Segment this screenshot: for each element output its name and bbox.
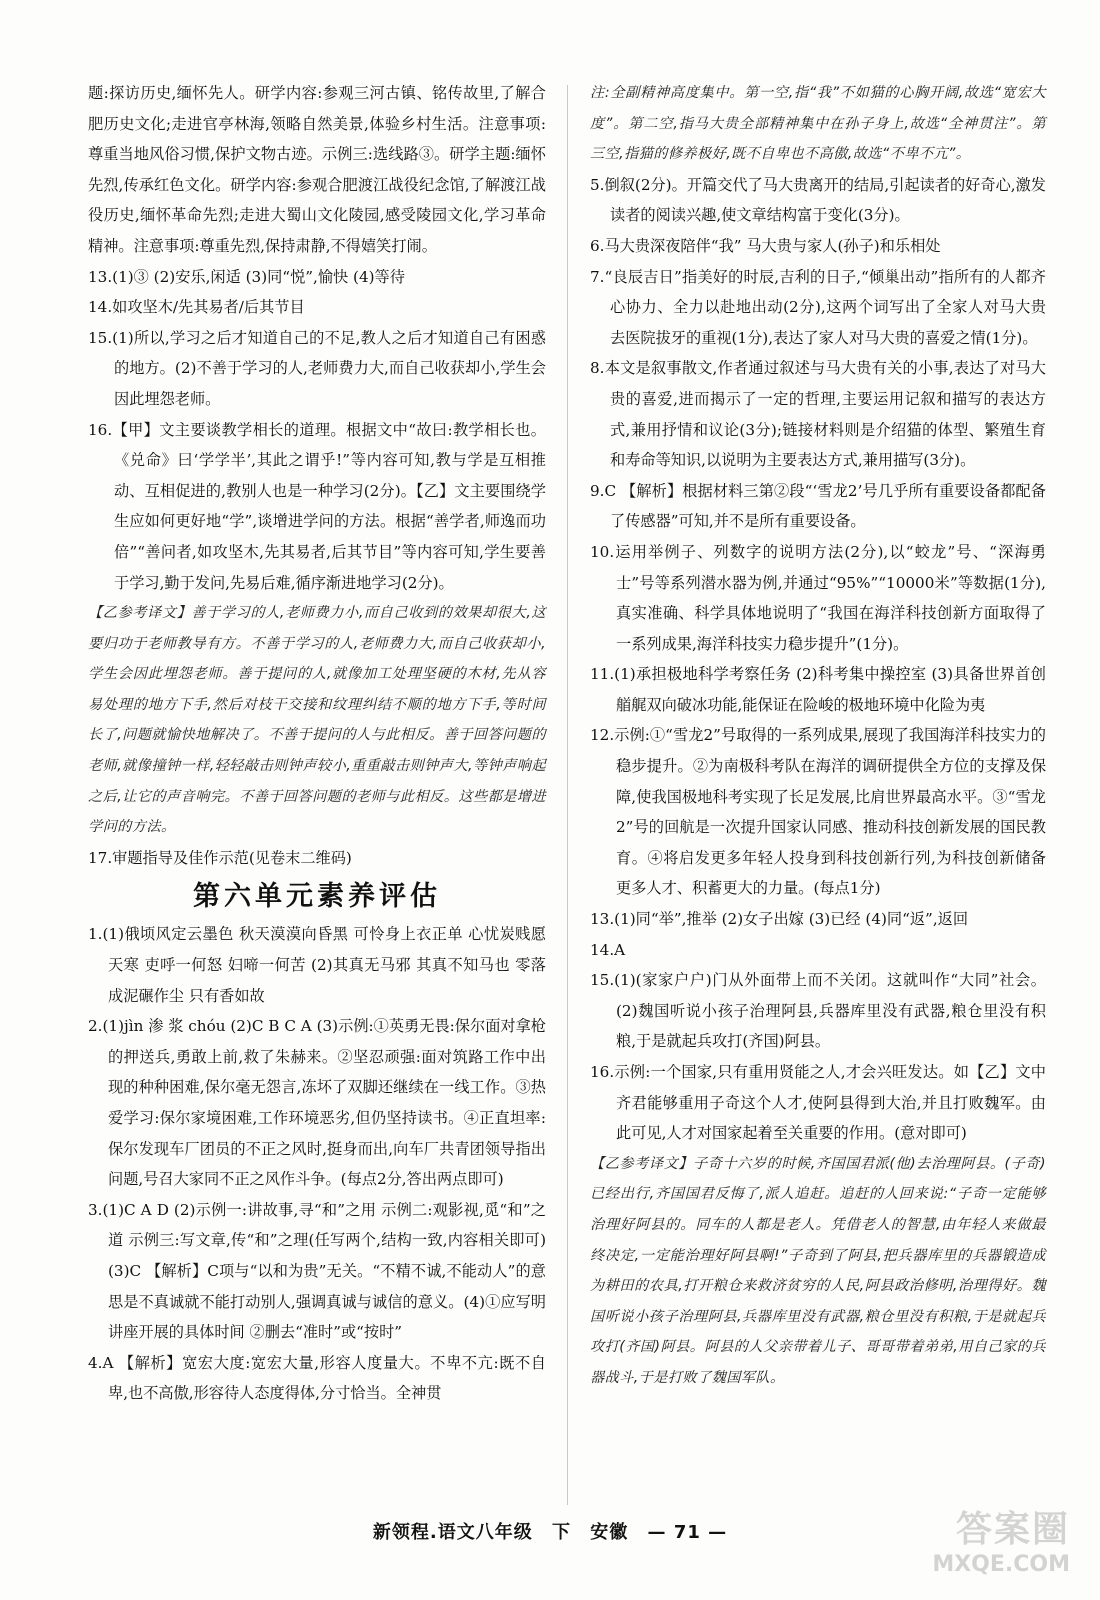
unit6-answer-3: 3.(1)C A D (2)示例一:讲故事,寻“和”之用 示例二:观影视,觅“和”之道 示例三:写文章,传“和”之理(任写两个,结构一致,内容相关即可) (3)C 【解析】C项与“以和为贵”无关。“不精不诚,不能动人”的意思是不真诚就不能打动别人,强调真诚与诚信的意义。(4)①应写明讲座开展的具体时间 ②删去“准时”或“按时” xyxy=(88,1200,546,1342)
answer-15: 15.(1)所以,学习之后才知道自己的不足,教人之后才知道自己有困惑的地方。(2)不善于学习的人,老师费力大,而自己收获却小,学生会因此埋怨老师。 xyxy=(88,328,546,408)
footer-term: 下 xyxy=(551,1522,571,1543)
unit6-answer-2: 2.(1)jìn 渗 浆 chóu (2)C B C A (3)示例:①英勇无畏:保尔面对拿枪的押送兵,勇敢上前,救了朱赫来。②坚忍顽强:面对筑路工作中出现的种种困难,保尔毫无怨言,冻坏了双脚还继续在一线工作。③热爱学习:保尔家境困难,工作环境恶劣,但仍坚持读书。④正直坦率:保尔发现车厂团员的不正之风时,挺身而出,向车厂共青团领导指出问题,号召大家同不正之风作斗争。(每点2分,答出两点即可) xyxy=(88,1017,546,1189)
unit6-answer-12: 12.示例:①“雪龙2”号取得的一系列成果,展现了我国海洋科技实力的稳步提升。②为南极科考队在海洋的调研提供全方位的支撑及保障,使我国极地科考实现了长足发展,比肩世界最高水平。③“雪龙2”号的回航是一次提升国家认同感、推动科技创新发展的国民教育。④将启发更多年轻人投身到科技创新行列,为科技创新储备更多人才、积蓄更大的力量。(每点1分) xyxy=(590,726,1046,898)
watermark-en-text: MXQE.COM xyxy=(932,1552,1070,1577)
site-watermark xyxy=(920,1508,1070,1586)
unit6-answer-6: 6.马大贵深夜陪伴“我” 马大贵与家人(孙子)和乐相处 xyxy=(590,236,941,255)
answer-16: 16.【甲】文主要谈教学相长的道理。根据文中“故曰:教学相长也。《兑命》曰‘学学半’,其此之谓乎!”等内容可知,教与学是互相推动、互相促进的,教别人也是一种学习(2分)。【乙】文主要围绕学生应如何更好地“学”,谈增进学问的方法。根据“善学者,师逸而功倍”“善问者,如攻坚木,先其易者,后其节目”等内容可知,学生要善于学习,勤于发问,先易后难,循序渐进地学习(2分)。 xyxy=(88,420,546,592)
unit6-answer-8: 8.本文是叙事散文,作者通过叙述与马大贵有关的小事,表达了对马大贵的喜爱,进而揭示了一定的哲理,主要运用记叙和描写的表达方式,兼用抒情和议论(3分);链接材料则是介绍猫的体型、繁殖生育和寿命等知识,以说明为主要表达方式,兼用描写(3分)。 xyxy=(590,359,1046,470)
left-column xyxy=(88,78,546,1409)
translation-yi-left: 【乙参考译文】善于学习的人,老师费力小,而自己收到的效果却很大,这要归功于老师教导有方。不善于学习的人,老师费力大,而自己收获却小,学生会因此埋怨老师。善于提问的人,就像加工处理坚硬的木材,先从容易处理的地方下手,然后对枝干交接和纹理纠结不顺的地方下手,等时间长了,问题就愉快地解决了。不善于提问的人与此相反。善于回答问题的老师,就像撞钟一样,轻轻敲击则钟声较小,重重敲击则钟声大,等钟声响起之后,让它的声音响完。不善于回答问题的老师与此相反。这些都是增进学问的方法。 xyxy=(88,605,546,836)
answer-12-continued: 题:探访历史,缅怀先人。研学内容:参观三河古镇、铭传故里,了解合肥历史文化;走进官亭林海,领略自然美景,体验乡村生活。注意事项:尊重当地风俗习惯,保护文物古迹。示例三:选线路③。研学主题:缅怀先烈,传承红色文化。研学内容:参观合肥渡江战役纪念馆,了解渡江战役历史,缅怀革命先烈;走进大蜀山文化陵园,感受陵园文化,学习革命精神。注意事项:尊重先烈,保持肃静,不得嬉笑打闹。 xyxy=(88,84,546,255)
column-divider xyxy=(567,85,568,1505)
answer-4-continued: 注:全副精神高度集中。第一空,指“我”不如猫的心胸开阔,故选“宽宏大度”。第二空,指马大贵全部精神集中在孙子身上,故选“全神贯注”。第三空,指猫的修养极好,既不自卑也不高傲,故选“不卑不亢”。 xyxy=(590,85,1046,163)
unit6-answer-16: 16.示例:一个国家,只有重用贤能之人,才会兴旺发达。如【乙】文中齐君能够重用子奇这个人才,使阿县得到大治,并且打败魏军。由此可见,人才对国家起着至关重要的作用。(意对即可) xyxy=(590,1063,1046,1143)
unit6-answer-14: 14.A xyxy=(590,940,626,959)
right-column xyxy=(590,78,1046,1394)
unit6-answer-11: 11.(1)承担极地科学考察任务 (2)科考集中操控室 (3)具备世界首创艏艉双向破冰功能,能保证在险峻的极地环境中化险为夷 xyxy=(590,665,1046,714)
answer-13: 13.(1)③ (2)安乐,闲适 (3)同“悦”,愉快 (4)等待 xyxy=(88,267,405,286)
answer-14: 14.如攻坚木/先其易者/后其节目 xyxy=(88,298,305,317)
unit6-answer-4: 4.A 【解析】宽宏大度:宽宏大量,形容人度量大。不卑不亢:既不自卑,也不高傲,形容待人态度得体,分寸恰当。全神贯 xyxy=(88,1353,546,1403)
unit6-answer-9: 9.C 【解析】根据材料三第②段“‘雪龙2’号几乎所有重要设备都配备了传感器”可知,并不是所有重要设备。 xyxy=(590,481,1046,531)
unit6-answer-7: 7.“良辰吉日”指美好的时辰,吉利的日子,“倾巢出动”指所有的人都齐心协力、全力以赴地出动(2分),这两个词写出了全家人对马大贵去医院拔牙的重视(1分),表达了家人对马大贵的喜爱之情(1分)。 xyxy=(590,267,1046,347)
unit6-answer-15: 15.(1)(家家户户)门从外面带上而不关闭。这就叫作“大同”社会。(2)魏国听说小孩子治理阿县,兵器库里没有武器,粮仓里没有积粮,于是就起兵攻打(齐国)阿县。 xyxy=(590,971,1046,1051)
answer-17: 17.审题指导及佳作示范(见卷末二维码) xyxy=(88,848,352,867)
section-title-unit-six: 第六单元素养评估 xyxy=(193,881,441,913)
translation-yi-right: 【乙参考译文】子奇十六岁的时候,齐国国君派(他)去治理阿县。(子奇)已经出行,齐国国君反悔了,派人追赶。追赶的人回来说:“子奇一定能够治理好阿县的。同车的人都是老人。凭借老人的智慧,由年轻人来做最终决定,一定能治理好阿县啊!”子奇到了阿县,把兵器库里的兵器锻造成为耕田的农具,打开粮仓来救济贫穷的人民,阿县政治修明,治理得好。魏国听说小孩子治理阿县,兵器库里没有武器,粮仓里没有积粮,于是就起兵攻打(齐国)阿县。阿县的人父亲带着儿子、哥哥带着弟弟,用自己家的兵器战斗,于是打败了魏国军队。 xyxy=(590,1155,1046,1386)
footer-book-title: 新领程.语文八年级 xyxy=(372,1522,533,1543)
unit6-answer-13: 13.(1)同“举”,推举 (2)女子出嫁 (3)已经 (4)同“返”,返回 xyxy=(590,910,969,929)
unit6-answer-5: 5.倒叙(2分)。开篇交代了马大贵离开的结局,引起读者的好奇心,激发读者的阅读兴趣,使文章结构富于变化(3分)。 xyxy=(590,175,1046,225)
watermark-cn-text: 答案圈 xyxy=(955,1509,1070,1550)
footer-page-number: — 71 — xyxy=(647,1522,728,1543)
unit6-answer-10: 10.运用举例子、列数字的说明方法(2分),以“蛟龙”号、“深海勇士”号等系列潜水器为例,并通过“95%”“10000米”等数据(1分),真实准确、科学具体地说明了“我国在海洋科技创新方面取得了一系列成果,海洋科技实力稳步提升”(1分)。 xyxy=(590,542,1046,653)
footer-region: 安徽 xyxy=(590,1522,629,1543)
unit6-answer-1: 1.(1)俄顷风定云墨色 秋天漠漠向昏黑 可怜身上衣正单 心忧炭贱愿天寒 吏呼一何怒 妇啼一何苦 (2)其真无马邪 其真不知马也 零落成泥碾作尘 只有香如故 xyxy=(88,925,546,1005)
